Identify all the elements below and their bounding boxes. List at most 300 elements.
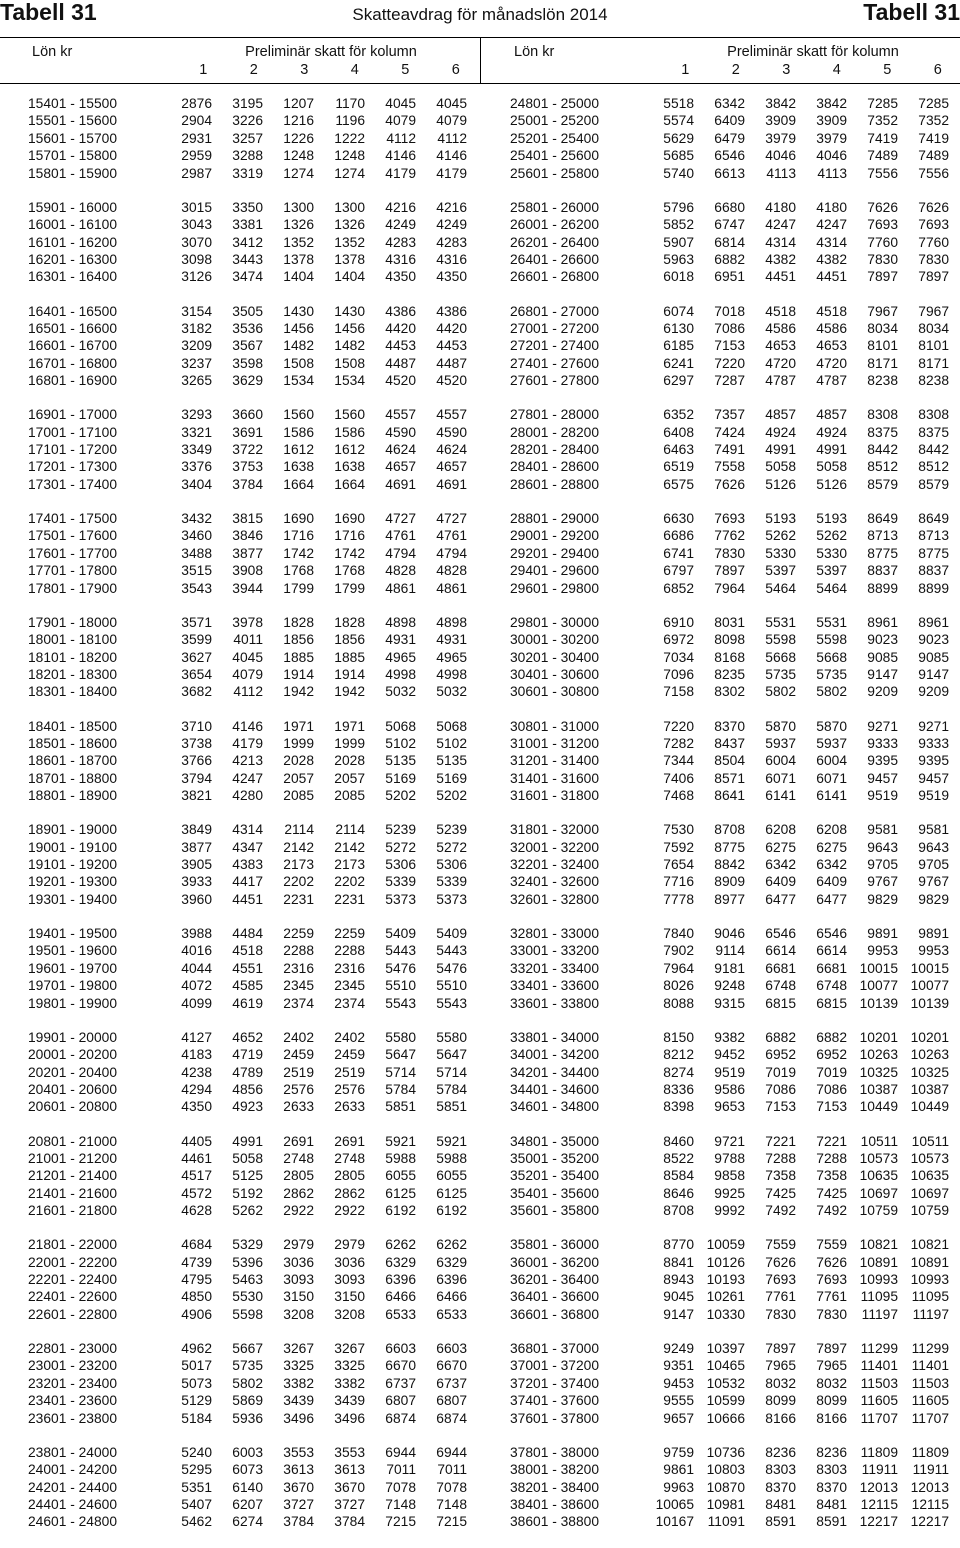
tax-column-6-cell: 5580 xyxy=(416,1029,467,1046)
table-row xyxy=(0,1081,478,1098)
tax-column-1-cell: 4099 xyxy=(138,995,212,1012)
tax-column-5-cell: 4079 xyxy=(365,112,416,129)
table-row xyxy=(0,580,478,597)
tax-column-5-cell: 11095 xyxy=(847,1288,898,1305)
tax-column-3-cell: 2085 xyxy=(263,787,314,804)
tax-column-1-cell: 5518 xyxy=(620,95,694,112)
tax-column-6-cell: 4179 xyxy=(416,165,467,182)
tax-column-3-cell: 3093 xyxy=(263,1271,314,1288)
tax-column-6-cell: 4487 xyxy=(416,355,467,372)
table-row xyxy=(482,787,960,804)
tax-column-6-cell: 4624 xyxy=(416,441,467,458)
tax-column-2-cell: 9046 xyxy=(694,925,745,942)
tax-column-6-cell: 10325 xyxy=(898,1064,949,1081)
salary-range-cell: 20601 - 20800 xyxy=(0,1098,138,1115)
salary-range-cell: 28201 - 28400 xyxy=(482,441,620,458)
tax-column-6-cell: 10511 xyxy=(898,1133,949,1150)
table-row xyxy=(0,234,478,251)
tax-column-3-cell: 1404 xyxy=(263,268,314,285)
table-row xyxy=(0,1306,478,1323)
row-group xyxy=(0,821,478,908)
tax-column-2-cell: 4247 xyxy=(212,770,263,787)
salary-range-cell: 15801 - 15900 xyxy=(0,165,138,182)
tax-column-1-cell: 5129 xyxy=(138,1392,212,1409)
tax-column-5-cell: 11197 xyxy=(847,1306,898,1323)
tax-column-5-cell: 6466 xyxy=(365,1288,416,1305)
tax-column-3-cell: 8099 xyxy=(745,1392,796,1409)
tax-column-5-cell: 9333 xyxy=(847,735,898,752)
tax-column-1-cell: 4405 xyxy=(138,1133,212,1150)
salary-range-cell: 26001 - 26200 xyxy=(482,216,620,233)
tax-column-2-cell: 8641 xyxy=(694,787,745,804)
salary-range-cell: 18501 - 18600 xyxy=(0,735,138,752)
tax-column-4-cell: 6681 xyxy=(796,960,847,977)
salary-range-cell: 24401 - 24600 xyxy=(0,1496,138,1513)
tax-column-4-cell: 1690 xyxy=(314,510,365,527)
tax-column-3-cell: 1226 xyxy=(263,130,314,147)
table-row xyxy=(482,424,960,441)
salary-range-cell: 17801 - 17900 xyxy=(0,580,138,597)
salary-range-cell: 26801 - 27000 xyxy=(482,303,620,320)
tax-column-1-cell: 6463 xyxy=(620,441,694,458)
tax-column-6-cell: 8375 xyxy=(898,424,949,441)
tax-column-5-cell: 5851 xyxy=(365,1098,416,1115)
tax-column-2-cell: 3257 xyxy=(212,130,263,147)
salary-range-cell: 36001 - 36200 xyxy=(482,1254,620,1271)
tax-column-5-cell: 4045 xyxy=(365,95,416,112)
salary-range-cell: 15501 - 15600 xyxy=(0,112,138,129)
tax-column-2-cell: 3319 xyxy=(212,165,263,182)
tax-column-2-cell: 8571 xyxy=(694,770,745,787)
salary-range-cell: 29801 - 30000 xyxy=(482,614,620,631)
tax-column-2-cell: 3443 xyxy=(212,251,263,268)
tax-column-3-cell: 1942 xyxy=(263,683,314,700)
tax-column-2-cell: 4585 xyxy=(212,977,263,994)
salary-range-cell: 23801 - 24000 xyxy=(0,1444,138,1461)
tax-column-4-cell: 1942 xyxy=(314,683,365,700)
tax-column-6-cell: 10821 xyxy=(898,1236,949,1253)
tax-column-4-cell: 6748 xyxy=(796,977,847,994)
tax-column-1-cell: 2931 xyxy=(138,130,212,147)
salary-range-cell: 18301 - 18400 xyxy=(0,683,138,700)
left-table-body xyxy=(0,95,478,1531)
tax-column-2-cell: 4314 xyxy=(212,821,263,838)
tax-column-4-cell: 6477 xyxy=(796,891,847,908)
tax-column-3-cell: 1999 xyxy=(263,735,314,752)
salary-range-cell: 27601 - 27800 xyxy=(482,372,620,389)
tax-column-3-cell: 5735 xyxy=(745,666,796,683)
tax-column-4-cell: 6815 xyxy=(796,995,847,1012)
tax-column-3-cell: 6208 xyxy=(745,821,796,838)
table-row xyxy=(0,1375,478,1392)
row-group xyxy=(482,1340,960,1427)
tax-column-2-cell: 4551 xyxy=(212,960,263,977)
tax-column-3-cell: 2202 xyxy=(263,873,314,890)
column-number: 5 xyxy=(380,62,431,78)
tax-column-2-cell: 8235 xyxy=(694,666,745,683)
column-number: 4 xyxy=(812,62,863,78)
table-row xyxy=(482,545,960,562)
tax-column-5-cell: 10891 xyxy=(847,1254,898,1271)
tax-column-5-cell: 9457 xyxy=(847,770,898,787)
tax-column-1-cell: 3849 xyxy=(138,821,212,838)
tax-column-4-cell: 3208 xyxy=(314,1306,365,1323)
tax-column-6-cell: 9953 xyxy=(898,942,949,959)
tax-column-5-cell: 8101 xyxy=(847,337,898,354)
salary-range-cell: 21801 - 22000 xyxy=(0,1236,138,1253)
tax-column-2-cell: 10330 xyxy=(694,1306,745,1323)
tax-column-2-cell: 6479 xyxy=(694,130,745,147)
tax-column-6-cell: 9271 xyxy=(898,718,949,735)
tax-column-6-cell: 5239 xyxy=(416,821,467,838)
tax-column-2-cell: 3288 xyxy=(212,147,263,164)
tax-column-5-cell: 7897 xyxy=(847,268,898,285)
tax-column-1-cell: 5351 xyxy=(138,1479,212,1496)
table-row xyxy=(0,614,478,631)
tax-column-4-cell: 2922 xyxy=(314,1202,365,1219)
tax-column-2-cell: 9181 xyxy=(694,960,745,977)
tax-column-1-cell: 8212 xyxy=(620,1046,694,1063)
tax-column-2-cell: 7018 xyxy=(694,303,745,320)
tax-column-1-cell: 3321 xyxy=(138,424,212,441)
table-row xyxy=(0,1098,478,1115)
tax-column-1-cell: 3682 xyxy=(138,683,212,700)
table-row xyxy=(482,925,960,942)
tax-column-6-cell: 8579 xyxy=(898,476,949,493)
salary-range-cell: 24601 - 24800 xyxy=(0,1513,138,1530)
tax-column-2-cell: 4146 xyxy=(212,718,263,735)
tax-column-1-cell: 6686 xyxy=(620,527,694,544)
tax-column-3-cell: 3727 xyxy=(263,1496,314,1513)
table-row xyxy=(0,424,478,441)
table-row xyxy=(482,1392,960,1409)
tax-column-5-cell: 10759 xyxy=(847,1202,898,1219)
tax-column-1-cell: 6241 xyxy=(620,355,694,372)
tax-column-1-cell: 7282 xyxy=(620,735,694,752)
tax-column-3-cell: 5531 xyxy=(745,614,796,631)
tax-column-6-cell: 8308 xyxy=(898,406,949,423)
tax-column-4-cell: 1534 xyxy=(314,372,365,389)
table-row xyxy=(482,1098,960,1115)
row-group xyxy=(0,718,478,805)
tax-column-2-cell: 3691 xyxy=(212,424,263,441)
tax-column-1-cell: 2904 xyxy=(138,112,212,129)
salary-range-cell: 19401 - 19500 xyxy=(0,925,138,942)
tax-column-5-cell: 5409 xyxy=(365,925,416,942)
salary-range-cell: 29601 - 29800 xyxy=(482,580,620,597)
salary-range-cell: 38201 - 38400 xyxy=(482,1479,620,1496)
tax-column-4-cell: 7492 xyxy=(796,1202,847,1219)
tax-column-6-cell: 5647 xyxy=(416,1046,467,1063)
tax-column-2-cell: 10803 xyxy=(694,1461,745,1478)
tax-column-2-cell: 6747 xyxy=(694,216,745,233)
tax-column-6-cell: 5921 xyxy=(416,1133,467,1150)
salary-range-cell: 17101 - 17200 xyxy=(0,441,138,458)
tax-column-6-cell: 9333 xyxy=(898,735,949,752)
salary-range-cell: 25801 - 26000 xyxy=(482,199,620,216)
tax-column-1-cell: 3432 xyxy=(138,510,212,527)
table-row xyxy=(482,1410,960,1427)
salary-range-cell: 27201 - 27400 xyxy=(482,337,620,354)
tax-column-5-cell: 9891 xyxy=(847,925,898,942)
tax-column-6-cell: 5851 xyxy=(416,1098,467,1115)
table-row xyxy=(482,718,960,735)
tax-column-3-cell: 2057 xyxy=(263,770,314,787)
salary-range-cell: 35401 - 35600 xyxy=(482,1185,620,1202)
salary-range-cell: 22801 - 23000 xyxy=(0,1340,138,1357)
table-row xyxy=(482,839,960,856)
tax-column-5-cell: 5272 xyxy=(365,839,416,856)
salary-range-cell: 23601 - 23800 xyxy=(0,1410,138,1427)
tax-column-3-cell: 3842 xyxy=(745,95,796,112)
salary-range-cell: 32001 - 32200 xyxy=(482,839,620,856)
salary-range-cell: 19201 - 19300 xyxy=(0,873,138,890)
tax-column-6-cell: 5543 xyxy=(416,995,467,1012)
salary-range-cell: 29401 - 29600 xyxy=(482,562,620,579)
tax-column-1-cell: 3905 xyxy=(138,856,212,873)
tax-column-3-cell: 3382 xyxy=(263,1375,314,1392)
column-number-row xyxy=(178,62,481,78)
table-row xyxy=(482,1513,960,1530)
salary-range-cell: 27401 - 27600 xyxy=(482,355,620,372)
tax-column-1-cell: 3933 xyxy=(138,873,212,890)
tax-column-6-cell: 10015 xyxy=(898,960,949,977)
tax-column-5-cell: 6533 xyxy=(365,1306,416,1323)
tax-column-2-cell: 3350 xyxy=(212,199,263,216)
tax-column-4-cell: 5330 xyxy=(796,545,847,562)
tax-column-1-cell: 6910 xyxy=(620,614,694,631)
tax-column-1-cell: 6297 xyxy=(620,372,694,389)
salary-range-cell: 17501 - 17600 xyxy=(0,527,138,544)
tax-column-2-cell: 6140 xyxy=(212,1479,263,1496)
tax-column-2-cell: 11091 xyxy=(694,1513,745,1530)
preliminary-tax-header: Preliminär skatt för kolumn xyxy=(200,44,462,60)
table-row xyxy=(0,458,478,475)
salary-range-cell: 30601 - 30800 xyxy=(482,683,620,700)
column-number: 3 xyxy=(761,62,812,78)
tax-column-5-cell: 12013 xyxy=(847,1479,898,1496)
tax-column-6-cell: 8775 xyxy=(898,545,949,562)
tax-column-2-cell: 3846 xyxy=(212,527,263,544)
tax-column-2-cell: 9248 xyxy=(694,977,745,994)
table-row xyxy=(0,1479,478,1496)
salary-range-cell: 20801 - 21000 xyxy=(0,1133,138,1150)
tax-column-3-cell: 1690 xyxy=(263,510,314,527)
table-row xyxy=(0,683,478,700)
salary-range-cell: 30001 - 30200 xyxy=(482,631,620,648)
table-row xyxy=(0,960,478,977)
tax-column-1-cell: 3209 xyxy=(138,337,212,354)
salary-range-cell: 21001 - 21200 xyxy=(0,1150,138,1167)
tax-column-6-cell: 10759 xyxy=(898,1202,949,1219)
table-row xyxy=(0,510,478,527)
salary-range-cell: 22201 - 22400 xyxy=(0,1271,138,1288)
table-row xyxy=(482,372,960,389)
tax-column-4-cell: 7019 xyxy=(796,1064,847,1081)
tax-column-6-cell: 10387 xyxy=(898,1081,949,1098)
tax-column-1-cell: 3738 xyxy=(138,735,212,752)
salary-range-cell: 37601 - 37800 xyxy=(482,1410,620,1427)
tax-column-5-cell: 4794 xyxy=(365,545,416,562)
tax-column-3-cell: 1482 xyxy=(263,337,314,354)
tax-column-5-cell: 9705 xyxy=(847,856,898,873)
tax-column-6-cell: 4216 xyxy=(416,199,467,216)
tax-column-2-cell: 7220 xyxy=(694,355,745,372)
tax-column-3-cell: 3909 xyxy=(745,112,796,129)
tax-column-3-cell: 4518 xyxy=(745,303,796,320)
tax-column-3-cell: 1248 xyxy=(263,147,314,164)
tax-column-6-cell: 10449 xyxy=(898,1098,949,1115)
tax-column-6-cell: 7078 xyxy=(416,1479,467,1496)
row-group xyxy=(482,1029,960,1116)
tax-column-3-cell: 8236 xyxy=(745,1444,796,1461)
page-title-right: Tabell 31 xyxy=(863,0,960,27)
tax-column-4-cell: 2519 xyxy=(314,1064,365,1081)
tax-column-5-cell: 11707 xyxy=(847,1410,898,1427)
tax-column-2-cell: 3226 xyxy=(212,112,263,129)
tax-column-1-cell: 6575 xyxy=(620,476,694,493)
tax-column-4-cell: 2374 xyxy=(314,995,365,1012)
row-group xyxy=(482,614,960,701)
tax-column-2-cell: 3944 xyxy=(212,580,263,597)
tax-column-5-cell: 5102 xyxy=(365,735,416,752)
tax-column-4-cell: 1999 xyxy=(314,735,365,752)
tax-column-4-cell: 7221 xyxy=(796,1133,847,1150)
tax-column-1-cell: 7034 xyxy=(620,649,694,666)
tax-column-6-cell: 5102 xyxy=(416,735,467,752)
tax-column-1-cell: 6741 xyxy=(620,545,694,562)
tax-column-3-cell: 3496 xyxy=(263,1410,314,1427)
tax-column-4-cell: 8099 xyxy=(796,1392,847,1409)
tax-column-2-cell: 7830 xyxy=(694,545,745,562)
tax-column-2-cell: 7153 xyxy=(694,337,745,354)
tax-column-2-cell: 5598 xyxy=(212,1306,263,1323)
tax-column-2-cell: 4347 xyxy=(212,839,263,856)
tax-column-5-cell: 9085 xyxy=(847,649,898,666)
tax-column-5-cell: 4590 xyxy=(365,424,416,441)
tax-column-3-cell: 7965 xyxy=(745,1357,796,1374)
tax-column-5-cell: 11401 xyxy=(847,1357,898,1374)
tax-column-3-cell: 5870 xyxy=(745,718,796,735)
tax-column-2-cell: 7491 xyxy=(694,441,745,458)
tax-column-6-cell: 6807 xyxy=(416,1392,467,1409)
tax-column-5-cell: 4386 xyxy=(365,303,416,320)
tax-column-4-cell: 6208 xyxy=(796,821,847,838)
table-row xyxy=(0,821,478,838)
tax-column-6-cell: 4898 xyxy=(416,614,467,631)
tax-column-3-cell: 2979 xyxy=(263,1236,314,1253)
page-subtitle: Skatteavdrag för månadslön 2014 xyxy=(0,6,960,24)
tax-column-3-cell: 8166 xyxy=(745,1410,796,1427)
tax-column-6-cell: 6262 xyxy=(416,1236,467,1253)
table-row xyxy=(482,216,960,233)
salary-range-cell: 17201 - 17300 xyxy=(0,458,138,475)
salary-range-cell: 23401 - 23600 xyxy=(0,1392,138,1409)
tax-column-4-cell: 6882 xyxy=(796,1029,847,1046)
tax-column-2-cell: 7897 xyxy=(694,562,745,579)
table-row xyxy=(482,735,960,752)
column-number: 5 xyxy=(862,62,913,78)
tax-column-4-cell: 1885 xyxy=(314,649,365,666)
tax-column-3-cell: 1664 xyxy=(263,476,314,493)
tax-column-1-cell: 8398 xyxy=(620,1098,694,1115)
tax-column-6-cell: 5135 xyxy=(416,752,467,769)
tax-column-6-cell: 4350 xyxy=(416,268,467,285)
tax-column-3-cell: 7897 xyxy=(745,1340,796,1357)
row-group xyxy=(0,510,478,597)
tax-column-2-cell: 8977 xyxy=(694,891,745,908)
tax-column-2-cell: 4652 xyxy=(212,1029,263,1046)
tax-column-2-cell: 5936 xyxy=(212,1410,263,1427)
tax-column-5-cell: 8837 xyxy=(847,562,898,579)
tax-column-3-cell: 1352 xyxy=(263,234,314,251)
tax-column-1-cell: 3571 xyxy=(138,614,212,631)
tax-column-6-cell: 5784 xyxy=(416,1081,467,1098)
table-row xyxy=(482,458,960,475)
tax-column-6-cell: 7285 xyxy=(898,95,949,112)
tax-column-3-cell: 4046 xyxy=(745,147,796,164)
tax-column-1-cell: 5685 xyxy=(620,147,694,164)
salary-range-cell: 31001 - 31200 xyxy=(482,735,620,752)
tax-column-5-cell: 6737 xyxy=(365,1375,416,1392)
tax-column-2-cell: 3505 xyxy=(212,303,263,320)
table-row xyxy=(0,1046,478,1063)
table-row xyxy=(0,562,478,579)
tax-column-5-cell: 5032 xyxy=(365,683,416,700)
tax-column-5-cell: 7556 xyxy=(847,165,898,182)
tax-column-6-cell: 8899 xyxy=(898,580,949,597)
tax-column-3-cell: 7153 xyxy=(745,1098,796,1115)
salary-range-cell: 37001 - 37200 xyxy=(482,1357,620,1374)
column-number: 4 xyxy=(330,62,381,78)
tax-column-2-cell: 9653 xyxy=(694,1098,745,1115)
table-row xyxy=(482,856,960,873)
tax-column-5-cell: 5921 xyxy=(365,1133,416,1150)
tax-column-3-cell: 2691 xyxy=(263,1133,314,1150)
table-row xyxy=(482,1306,960,1323)
tax-column-6-cell: 9519 xyxy=(898,787,949,804)
tax-column-1-cell: 3265 xyxy=(138,372,212,389)
tax-column-3-cell: 6546 xyxy=(745,925,796,942)
tax-column-3-cell: 2748 xyxy=(263,1150,314,1167)
salary-range-cell: 30801 - 31000 xyxy=(482,718,620,735)
tax-column-4-cell: 7761 xyxy=(796,1288,847,1305)
tax-column-4-cell: 4180 xyxy=(796,199,847,216)
tax-column-3-cell: 2345 xyxy=(263,977,314,994)
tax-column-5-cell: 10511 xyxy=(847,1133,898,1150)
tax-column-1-cell: 9759 xyxy=(620,1444,694,1461)
tax-column-1-cell: 7716 xyxy=(620,873,694,890)
tax-column-4-cell: 2202 xyxy=(314,873,365,890)
tax-column-5-cell: 5580 xyxy=(365,1029,416,1046)
tax-column-6-cell: 9891 xyxy=(898,925,949,942)
tax-column-5-cell: 5373 xyxy=(365,891,416,908)
tax-column-6-cell: 6192 xyxy=(416,1202,467,1219)
tax-column-4-cell: 2231 xyxy=(314,891,365,908)
tax-column-1-cell: 7220 xyxy=(620,718,694,735)
tax-column-6-cell: 8034 xyxy=(898,320,949,337)
tax-column-5-cell: 7419 xyxy=(847,130,898,147)
tax-column-2-cell: 7558 xyxy=(694,458,745,475)
table-row xyxy=(0,406,478,423)
tax-column-4-cell: 1274 xyxy=(314,165,365,182)
salary-range-cell: 25601 - 25800 xyxy=(482,165,620,182)
tax-column-4-cell: 4924 xyxy=(796,424,847,441)
tax-column-3-cell: 3036 xyxy=(263,1254,314,1271)
tax-column-3-cell: 3208 xyxy=(263,1306,314,1323)
tax-column-1-cell: 5017 xyxy=(138,1357,212,1374)
table-row xyxy=(482,441,960,458)
